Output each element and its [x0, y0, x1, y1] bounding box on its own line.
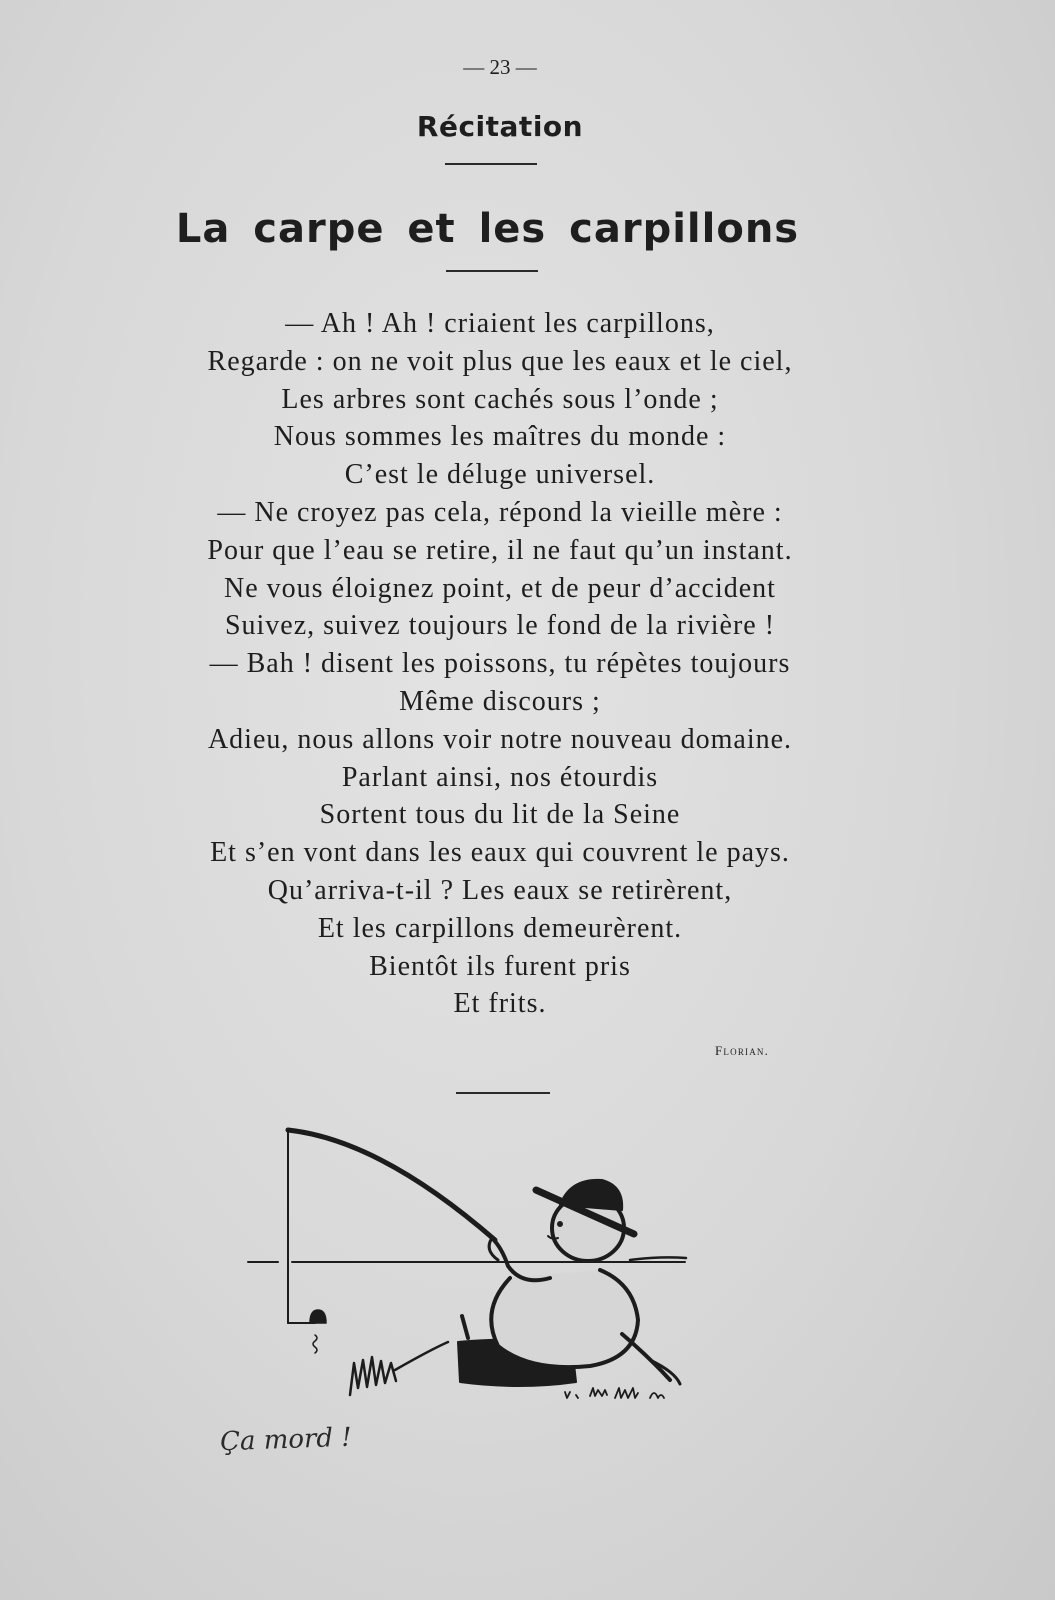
poem-title-rule: [446, 270, 538, 272]
poem-line: — Ah ! Ah ! criaient les carpillons,: [285, 308, 715, 339]
poem-line: Même discours ;: [399, 685, 601, 717]
fishing-rod: [288, 1130, 495, 1240]
poem-line: Et s’en vont dans les eaux qui couvrent le pays.: [210, 837, 790, 869]
poem-line: Regarde : on ne voit plus que les eaux et le ciel,: [207, 345, 793, 377]
fisherman-illustration: [230, 1110, 750, 1450]
poem-line: Ne vous éloignez point, et de peur d’accident: [224, 572, 776, 604]
poem-line: Nous sommes les maîtres du monde :: [273, 421, 727, 453]
poem-line: Suivez, suivez toujours le fond de la rivière !: [224, 610, 776, 642]
float-icon: [310, 1310, 326, 1323]
page-number: — 23 —: [463, 55, 537, 79]
closing-rule: [456, 1092, 550, 1094]
section-title: Récitation: [416, 110, 584, 143]
poem-line: — Ne croyez pas cela, répond la vieille mère :: [217, 496, 783, 528]
poem-line: Sortent tous du lit de la Seine: [319, 799, 681, 831]
poem-line: Et frits.: [453, 988, 547, 1020]
poem-line: — Bah ! disent les poissons, tu répètes toujours: [209, 648, 791, 680]
poem-line: Adieu, nous allons voir notre nouveau domaine.: [207, 723, 793, 755]
poem-title: La carpe et les carpillons: [175, 206, 800, 252]
poem-line: Qu’arriva-t-il ? Les eaux se retirèrent,: [267, 874, 733, 906]
illustration-caption: Ça mord !: [219, 1422, 353, 1458]
fisherman-body: [491, 1270, 638, 1367]
poem-line: Parlant ainsi, nos étourdis: [341, 761, 659, 793]
poem-line: Les arbres sont cachés sous l’onde ;: [281, 383, 719, 415]
section-title-rule: [445, 163, 537, 165]
artist-signature: [565, 1388, 664, 1398]
poem-line: Bientôt ils furent pris: [369, 950, 631, 982]
poem-line: Et les carpillons demeurèrent.: [317, 912, 683, 944]
poem-body: [0, 305, 1000, 1023]
poem-line: C’est le déluge universel.: [344, 459, 656, 491]
poem-line: Pour que l’eau se retire, il ne faut qu’un instant.: [207, 534, 793, 566]
grass-icon: [350, 1357, 396, 1395]
author-signature: Florian.: [715, 1043, 770, 1058]
